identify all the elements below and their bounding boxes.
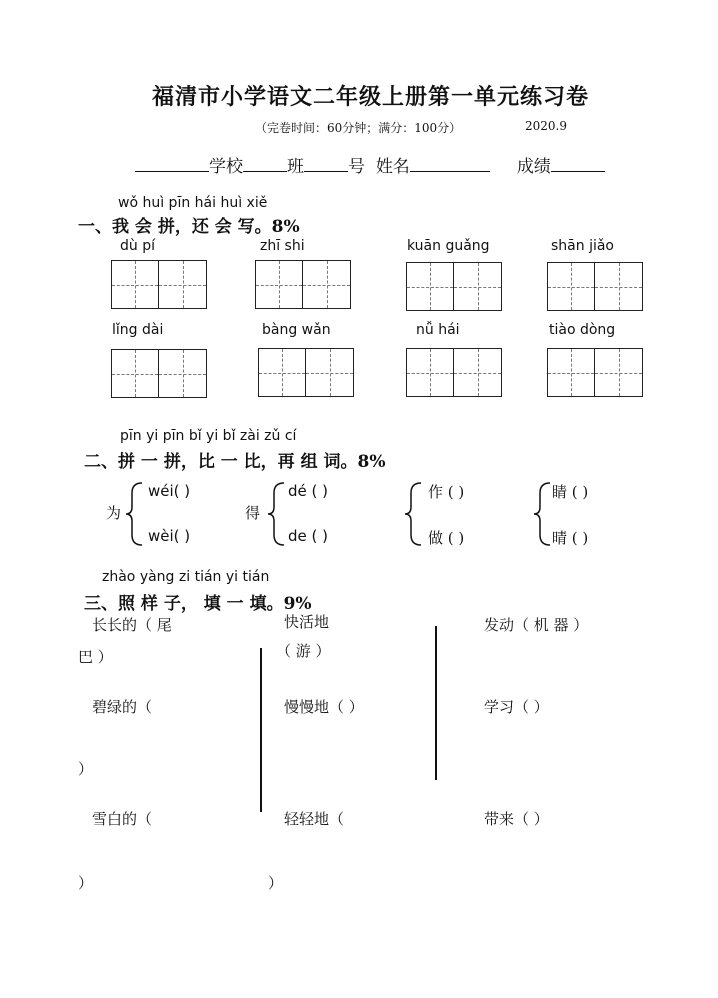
left-brace-icon — [403, 481, 423, 547]
group4-top[interactable]: 睛 ( ) — [552, 483, 589, 501]
col3-line3[interactable]: 带来（ ） — [484, 810, 549, 828]
number-blank[interactable] — [304, 157, 348, 172]
col1-line1[interactable]: 长长的（ 尾 — [92, 616, 172, 634]
section1-pinyin: wǒ huì pīn hái huì xiě — [118, 195, 268, 211]
score-blank[interactable] — [551, 157, 605, 172]
tianzige-box[interactable] — [547, 348, 643, 397]
tianzige-box[interactable] — [406, 348, 502, 397]
col1-line1-cont: 巴 ） — [78, 648, 113, 666]
exam-info: （完卷时间：60分钟；满分：100分） — [255, 121, 462, 135]
col2-line1: 快活地 — [284, 613, 330, 631]
col1-line3-cont: ） — [78, 874, 94, 892]
group1-char: 为 — [106, 504, 122, 522]
item-pinyin: lǐng dài — [112, 322, 164, 338]
tianzige-box[interactable] — [406, 262, 502, 311]
score-label: 成绩 — [516, 157, 551, 177]
col3-line2[interactable]: 学习（ ） — [484, 698, 549, 716]
group2-top[interactable]: dé ( ) — [288, 482, 328, 500]
col2-line3-cont: ） — [268, 874, 284, 892]
left-brace-icon — [266, 481, 286, 547]
tianzige-box[interactable] — [111, 260, 207, 309]
tianzige-box[interactable] — [255, 260, 351, 309]
col3-line1: 发动（ 机 器 ） — [484, 616, 589, 634]
column-divider — [260, 648, 262, 812]
section3-pinyin: zhào yàng zi tián yi tián — [102, 569, 270, 585]
col1-line2[interactable]: 碧绿的（ — [92, 698, 153, 716]
item-pinyin: bàng wǎn — [262, 322, 331, 338]
group3-bottom[interactable]: 做 ( ) — [428, 529, 465, 547]
section2-pinyin: pīn yi pīn bǐ yi bǐ zài zǔ cí — [120, 428, 297, 444]
school-label: 学校 — [209, 157, 243, 177]
item-pinyin: shān jiǎo — [551, 238, 614, 254]
group1-top[interactable]: wéi( ) — [148, 482, 191, 500]
item-pinyin: nǚ hái — [416, 322, 460, 338]
class-blank[interactable] — [243, 157, 287, 172]
group4-bottom[interactable]: 晴 ( ) — [552, 529, 589, 547]
group2-bottom[interactable]: de ( ) — [288, 527, 328, 545]
col2-line3[interactable]: 轻轻地（ — [284, 810, 345, 828]
group3-top[interactable]: 作 ( ) — [428, 483, 465, 501]
left-brace-icon — [532, 481, 552, 547]
exam-date: 2020.9 — [525, 119, 567, 133]
column-divider — [435, 626, 437, 780]
number-label: 号 — [348, 157, 365, 177]
group2-char: 得 — [245, 504, 261, 522]
item-pinyin: kuān guǎng — [407, 238, 490, 254]
item-pinyin: tiào dòng — [549, 322, 616, 338]
section2-heading: 二、拼 一 拼，比 一 比，再 组 词。8% — [84, 452, 386, 472]
tianzige-box[interactable] — [111, 349, 207, 398]
school-blank[interactable] — [135, 157, 209, 172]
group1-bottom[interactable]: wèi( ) — [148, 527, 191, 545]
item-pinyin: zhī shi — [260, 238, 305, 254]
item-pinyin: dù pí — [120, 238, 155, 254]
page-title: 福清市小学语文二年级上册第一单元练习卷 — [152, 84, 590, 110]
col1-line2-cont: ） — [78, 760, 94, 778]
name-label: 姓名 — [375, 157, 410, 177]
section3-heading: 三、照 样 子， 填 一 填。9% — [84, 594, 312, 614]
tianzige-box[interactable] — [258, 348, 354, 397]
class-label: 班 — [287, 157, 304, 177]
col2-line2[interactable]: 慢慢地（ ） — [284, 698, 364, 716]
section1-heading: 一、我 会 拼，还 会 写。8% — [78, 217, 300, 237]
col2-line1-cont[interactable]: （ 游 ） — [276, 642, 331, 660]
left-brace-icon — [124, 481, 144, 547]
tianzige-box[interactable] — [547, 262, 643, 311]
name-blank[interactable] — [410, 157, 490, 172]
col1-line3[interactable]: 雪白的（ — [92, 810, 153, 828]
student-info-line — [135, 152, 605, 177]
